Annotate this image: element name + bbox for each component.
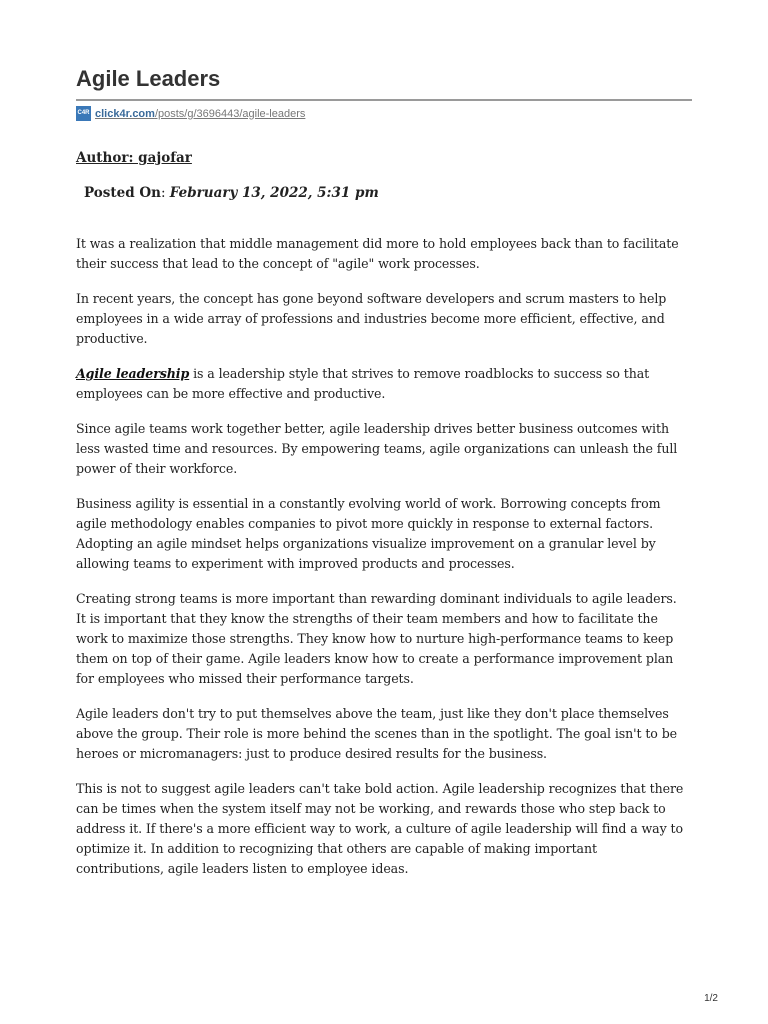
- paragraph: Agile leaders don't try to put themselves above the team, just like they don't place themselves above the group. Their role is more behind the scenes than in the spotlight. The goal isn't to be heroes or micromanagers: just to produce desired results for the business.: [76, 706, 678, 761]
- paragraph: Since agile teams work together better, agile leadership drives better business outcomes with less wasted time and resources. By empowering teams, agile organizations can unleash the full power of their workforce.: [76, 421, 678, 476]
- posted-on-date: February 13, 2022, 5:31 pm: [169, 185, 379, 201]
- site-favicon-icon: C4R: [76, 106, 91, 121]
- agile-leadership-link[interactable]: Agile leadership: [76, 366, 190, 381]
- source-link[interactable]: [95, 108, 305, 120]
- paragraph: Creating strong teams is more important than rewarding dominant individuals to agile leaders. It is important that they know the strengths of their team members and how to facilitate the work to maximize those strengths. They know how to nurture high-performance teams to keep them on top of their game. Agile leaders know how to create a performance improvement plan for employees who missed their performance targets.: [76, 591, 677, 686]
- paragraph: Business agility is essential in a constantly evolving world of work. Borrowing concepts from agile methodology enables companies to pivot more quickly in response to external factors. Adopting an agile mindset helps organizations visualize improvement on a granular level by allowing teams to experiment with improved products and processes.: [76, 496, 661, 571]
- page-number: 1/2: [704, 993, 718, 1004]
- article-body: [76, 234, 686, 894]
- posted-on-label: Posted On: [84, 185, 161, 201]
- posted-on-separator: :: [160, 185, 170, 201]
- paragraph-text: is a leadership style that strives to remove roadblocks to success so that employees can be more effective and productive.: [76, 366, 650, 401]
- paragraph: [76, 364, 686, 404]
- page-title: Agile Leaders: [76, 66, 221, 91]
- author-line: Author: gajofar: [76, 150, 192, 166]
- paragraph: It was a realization that middle management did more to hold employees back than to facilitate their success that lead to the concept of "agile" work processes.: [76, 236, 679, 271]
- paragraph: This is not to suggest agile leaders can't take bold action. Agile leadership recognizes that there can be times when the system itself may not be working, and rewards those who step back to address it. If there's a more efficient way to work, a culture of agile leadership will find a way to optimize it. In addition to recognizing that others are capable of making important contributions, agile leaders listen to employee ideas.: [76, 781, 684, 876]
- source-url: [76, 106, 305, 121]
- title-divider: [76, 99, 692, 101]
- source-path: /posts/g/3696443/agile-leaders: [154, 107, 306, 120]
- paragraph: In recent years, the concept has gone beyond software developers and scrum masters to help employees in a wide array of professions and industries become more efficient, effective, and productive.: [76, 291, 667, 346]
- source-domain: click4r.com: [95, 107, 155, 120]
- posted-on-line: [84, 185, 379, 201]
